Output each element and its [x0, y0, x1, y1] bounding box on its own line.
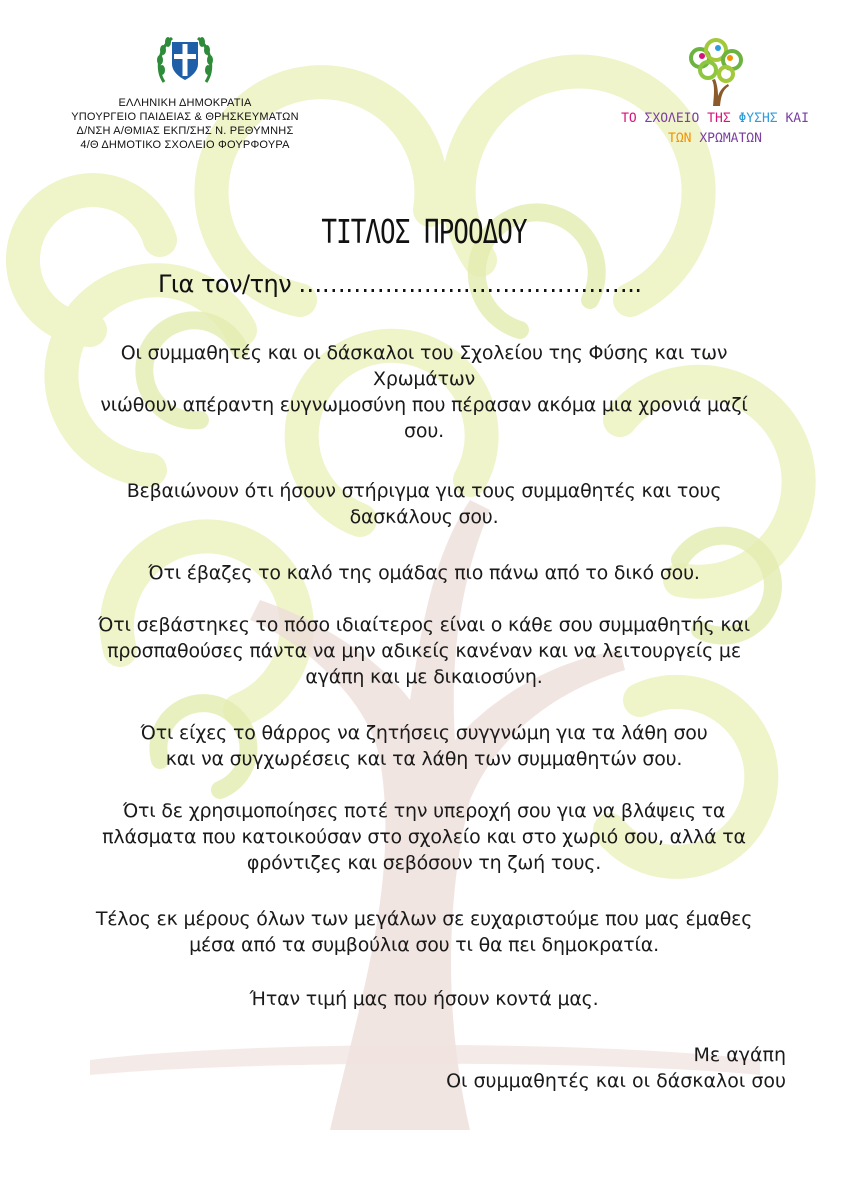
logo-word: ΧΡΩΜΑΤΩΝ	[699, 131, 762, 146]
school-logo	[610, 36, 820, 148]
text-line: και να συγχωρέσεις και τα λάθη των συμμαθητών σου.	[165, 748, 683, 770]
text-line: Χρωμάτων	[373, 368, 475, 390]
text-line: Οι συμμαθητές και οι δάσκαλοι του Σχολείου της Φύσης και των	[120, 342, 728, 364]
signature-block	[446, 1042, 786, 1094]
issuer-header	[40, 30, 330, 152]
text-line: αγάπη και με δικαιοσύνη.	[305, 666, 543, 688]
text-line: προσπαθούσες πάντα να μην αδικείς κανέναν και να λειτουργείς με	[107, 640, 741, 662]
logo-word: ΦΥΣΗΣ	[738, 111, 778, 126]
closing-line: Με αγάπη	[693, 1044, 786, 1066]
text-line: Ότι σεβάστηκες το πόσο ιδιαίτερος είναι ο κάθε σου συμμαθητής και	[98, 614, 750, 636]
closing-signatories: Οι συμμαθητές και οι δάσκαλοι σου	[446, 1070, 786, 1092]
logo-word: ΚΑΙ	[785, 111, 809, 126]
page-title: ΤΙΤΛΟΣ ΠΡΟΟΔΟΥ	[321, 214, 527, 252]
paragraph-respect	[60, 612, 788, 690]
logo-word: ΣΧΟΛΕΙΟ	[644, 111, 700, 126]
logo-word: ΤΟ	[621, 111, 637, 126]
text-line: Ότι δε χρησιμοποίησες ποτέ την υπεροχή σου για να βλάψεις τα	[122, 800, 726, 822]
text-line: Ήταν τιμή μας που ήσουν κοντά μας.	[249, 988, 599, 1010]
text-line: Τέλος εκ μέρους όλων των μεγάλων σε ευχαριστούμε που μας έμαθες	[95, 908, 753, 930]
paragraph-support	[60, 478, 788, 530]
header-line-directorate: Δ/ΝΣΗ Α/ΘΜΙΑΣ ΕΚΠ/ΣΗΣ Ν. ΡΕΘΥΜΝΗΣ	[76, 125, 294, 137]
greek-emblem-icon	[154, 30, 216, 92]
text-line: πλάσματα που κατοικούσαν στο σχολείο και στο χωριό σου, αλλά τα	[102, 826, 746, 848]
recipient-line: Για τον/την ……………………………………..	[158, 270, 642, 298]
paragraph-team	[60, 560, 788, 586]
school-name-line2	[610, 130, 820, 148]
paragraph-democracy	[60, 906, 788, 958]
school-name-line1	[610, 110, 820, 128]
text-line: νιώθουν απέραντη ευγνωμοσύνη που πέρασαν ακόμα μια χρονιά μαζί	[100, 394, 748, 416]
paragraph-gratitude	[60, 340, 788, 444]
paragraph-honor	[60, 986, 788, 1012]
text-line: Ότι έβαζες το καλό της ομάδας πιο πάνω από το δικό σου.	[148, 562, 700, 584]
logo-word: ΤΗΣ	[707, 111, 731, 126]
header-line-republic: ΕΛΛΗΝΙΚΗ ΔΗΜΟΚΡΑΤΙΑ	[118, 97, 252, 109]
text-line: δασκάλους σου.	[349, 506, 499, 528]
text-line: σου.	[404, 420, 444, 442]
colorful-tree-icon	[680, 36, 750, 108]
text-line: φρόντιζες και σεβόσουν τη ζωή τους.	[246, 852, 602, 874]
paragraph-courage	[60, 720, 788, 772]
text-line: Βεβαιώνουν ότι ήσουν στήριγμα για τους συμμαθητές και τους	[126, 480, 722, 502]
header-line-school: 4/Θ ΔΗΜΟΤΙΚΟ ΣΧΟΛΕΙΟ ΦΟΥΡΦΟΥΡΑ	[80, 139, 290, 151]
logo-word: ΤΩΝ	[668, 131, 692, 146]
text-line: μέσα από τα συμβούλια σου τι θα πει δημοκρατία.	[189, 934, 659, 956]
header-line-ministry: ΥΠΟΥΡΓΕΙΟ ΠΑΙΔΕΙΑΣ & ΘΡΗΣΚΕΥΜΑΤΩΝ	[71, 111, 299, 123]
paragraph-care	[60, 798, 788, 876]
text-line: Ότι είχες το θάρρος να ζητήσεις συγγνώμη για τα λάθη σου	[140, 722, 708, 744]
